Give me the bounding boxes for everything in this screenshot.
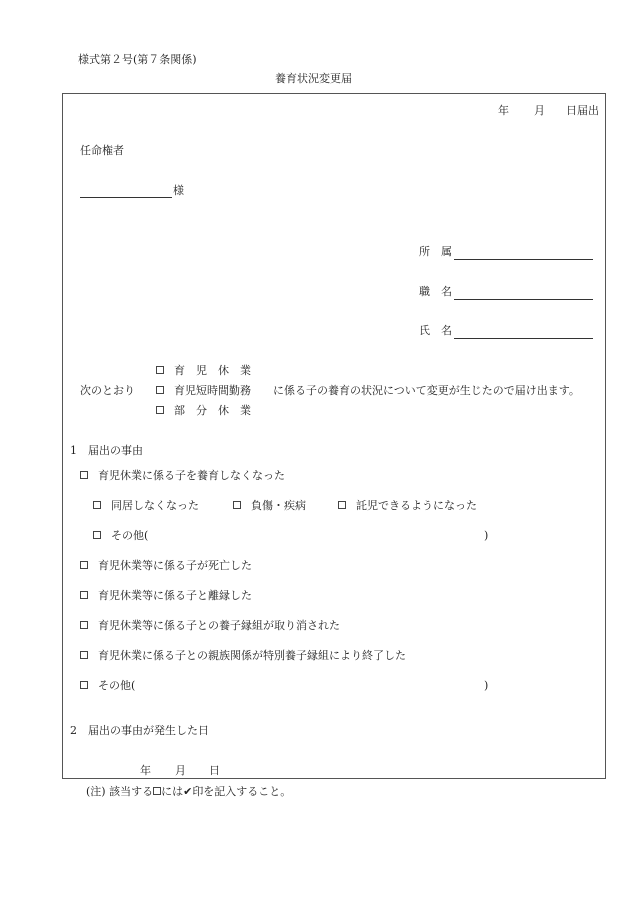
checkbox-sub-other[interactable] [93, 531, 101, 539]
note-middle: には [161, 785, 184, 798]
item-label: 同居しなくなった [111, 499, 199, 512]
reason-item-adoption-cancelled [80, 619, 340, 633]
item-label: その他( [111, 529, 149, 542]
date-month-label: 月 [534, 104, 545, 117]
checkbox-no-cohabitation[interactable] [93, 501, 101, 509]
declaration-option-partial-leave [156, 404, 251, 418]
declaration-suffix: に係る子の養育の状況について変更が生じたので届け出ます。 [273, 384, 580, 397]
addressee-honorific: 様 [173, 184, 184, 197]
option-label: 育 児 休 業 [174, 364, 251, 377]
appointing-authority-label: 任命権者 [80, 144, 124, 157]
checkbox-short-hours[interactable] [156, 386, 164, 394]
item-label: 託児できるようになった [356, 499, 477, 512]
occurrence-year-label: 年 [140, 764, 151, 777]
checkbox-dissolved-adoption[interactable] [80, 591, 88, 599]
checkbox-other[interactable] [80, 681, 88, 689]
affiliation-field[interactable] [454, 259, 593, 260]
item-label: 育児休業等に係る子が死亡した [98, 559, 252, 572]
note-prefix: (注) 該当する [86, 785, 154, 798]
note-suffix: 印を記入すること。 [192, 785, 292, 798]
addressee-name-field[interactable] [80, 197, 172, 198]
reason-item-no-longer-raising [80, 469, 285, 483]
option-label: 部 分 休 業 [174, 404, 251, 417]
reason-sub-no-cohabitation [93, 499, 199, 513]
sub-other-close-paren: ) [484, 529, 489, 542]
checkbox-child-died[interactable] [80, 561, 88, 569]
item-label: 育児休業等に係る子と離縁した [98, 589, 252, 602]
affiliation-label: 所 属 [419, 245, 452, 258]
reason-sub-other [93, 529, 148, 543]
reason-sub-childcare-available [338, 499, 477, 513]
name-field[interactable] [454, 338, 593, 339]
reason-item-other [80, 679, 135, 693]
item-label: 負傷・疾病 [251, 499, 306, 512]
occurrence-day-label: 日 [209, 764, 220, 777]
item-label: 育児休業に係る子との親族関係が特別養子縁組により終了した [98, 649, 406, 662]
item-label: 育児休業等に係る子との養子縁組が取り消された [98, 619, 340, 632]
checkbox-childcare-available[interactable] [338, 501, 346, 509]
checkbox-no-longer-raising[interactable] [80, 471, 88, 479]
checkbox-special-adoption[interactable] [80, 651, 88, 659]
name-label: 氏 名 [419, 324, 452, 337]
form-title: 養育状況変更届 [275, 72, 352, 85]
reason-item-child-died [80, 559, 252, 573]
checkbox-childcare-leave[interactable] [156, 366, 164, 374]
date-day-submitted-label: 日届出 [566, 104, 599, 117]
reason-item-special-adoption [80, 649, 406, 663]
declaration-prefix: 次のとおり [80, 384, 135, 397]
date-year-label: 年 [498, 104, 509, 117]
checkbox-partial-leave[interactable] [156, 406, 164, 414]
section1-heading: 1 届出の事由 [70, 444, 143, 457]
occurrence-month-label: 月 [175, 764, 186, 777]
form-number: 様式第２号(第７条関係) [78, 53, 197, 66]
position-field[interactable] [454, 299, 593, 300]
position-label: 職 名 [419, 285, 452, 298]
item-label: その他( [98, 679, 136, 692]
reason-item-dissolved-adoption [80, 589, 252, 603]
check-mark-icon: ✔ [183, 785, 193, 798]
declaration-option-short-hours [156, 384, 251, 398]
item-label: 育児休業に係る子を養育しなくなった [98, 469, 285, 482]
other-close-paren: ) [484, 679, 489, 692]
section2-heading: 2 届出の事由が発生した日 [70, 724, 209, 737]
checkbox-adoption-cancelled[interactable] [80, 621, 88, 629]
checkbox-injury-illness[interactable] [233, 501, 241, 509]
checkbox-symbol [153, 787, 161, 795]
option-label: 育児短時間勤務 [174, 384, 251, 397]
form-frame [62, 93, 606, 779]
declaration-option-childcare-leave [156, 364, 251, 378]
reason-sub-injury-illness [233, 499, 306, 513]
footnote [86, 785, 291, 799]
